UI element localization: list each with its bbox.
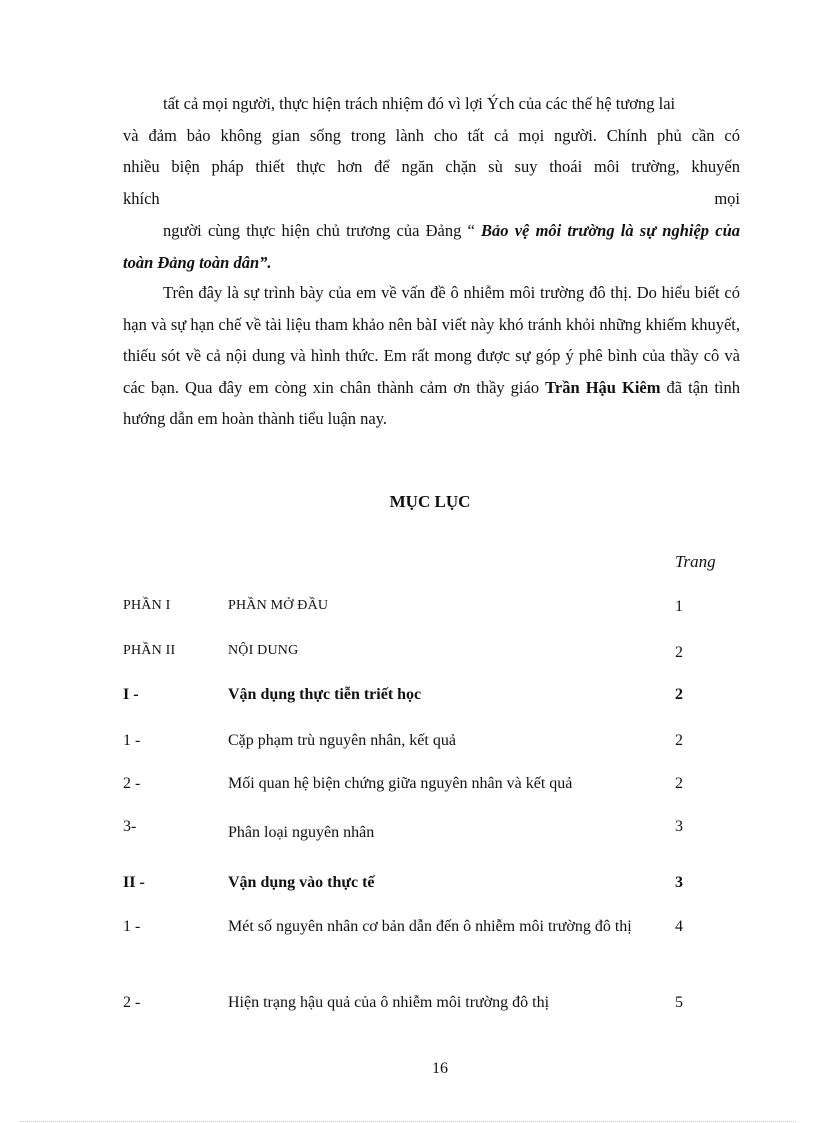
toc-row-title: PHẦN MỞ ĐẦU — [228, 598, 329, 613]
toc-row-page: 4 — [675, 918, 683, 935]
toc-row-page: 2 — [675, 775, 683, 792]
toc-row-number: 2 - — [123, 994, 141, 1011]
paragraph-3-text-1: Trên đây là sự trình bày của em về vấn đề ô nhiễm môi trường đô thị. Do hiểu biết có hạn và sự hạn chế về tài liệu tham khảo nên bàI viết này khó tránh khỏi những khiếm khuyết, thiếu sót về cả nội dung và hình thức. Em rất mong được sự góp ý phê bình của thầy cô và các bạn. Qua đây em còng xin chân thành cảm ơn thầy giáo — [123, 283, 740, 397]
toc-row-number: 1 - — [123, 918, 141, 935]
toc-row-page: 3 — [675, 874, 683, 891]
paragraph-1-line-4-right: mọi — [714, 189, 740, 208]
toc-row-title: NỘI DUNG — [228, 643, 299, 658]
toc-row-page: 5 — [675, 994, 683, 1011]
toc-row-title: Mối quan hệ biện chứng giữa nguyên nhân và kết quả — [228, 775, 573, 792]
page-number: 16 — [432, 1060, 448, 1077]
paragraph-3-text-2: đã tận tình hướng dẫn em hoàn thành tiểu luận nay. — [123, 377, 740, 428]
paragraph-1-line-4-left: khích — [123, 189, 160, 208]
toc-row-title: Cặp phạm trù nguyên nhân, kết quả — [228, 732, 456, 749]
paragraph-1-line-2: và đảm bảo không gian sống trong lành cho tất cả mọi người. Chính phủ cần có — [123, 126, 740, 145]
paragraph-2-quote: Bảo vệ môi trường là sự nghiệp của toàn Đảng toàn dân”. — [123, 221, 740, 272]
paragraph-2 — [123, 215, 740, 278]
toc-row-title: Hiện trạng hậu quả của ô nhiễm môi trường đô thị — [228, 994, 550, 1011]
toc-row-title: Mét số nguyên nhân cơ bản dẫn đến ô nhiễm môi trường đô thị — [228, 918, 632, 935]
paragraph-1-line-3: nhiều biện pháp thiết thực hơn để ngăn chặn sù suy thoái môi trường, khuyến — [123, 157, 740, 176]
toc-row-page: 3 — [675, 818, 683, 835]
toc-row-number: II - — [123, 874, 145, 891]
paragraph-1-line-1: tất cả mọi người, thực hiện trách nhiệm đó vì lợi Ých của các thế hệ tương lai — [163, 94, 676, 113]
toc-row-title: Phân loại nguyên nhân — [228, 824, 375, 841]
toc-row-title: Vận dụng thực tiễn triết học — [228, 686, 422, 703]
toc-row-number: PHẦN I — [123, 598, 171, 613]
toc-row-page: 1 — [675, 598, 684, 615]
toc-row-number: PHẦN II — [123, 643, 176, 658]
toc-row-number: 1 - — [123, 732, 141, 749]
paragraph-2-text: người cùng thực hiện chủ trương của Đảng “ — [163, 221, 475, 240]
toc-row-title: Vận dụng vào thực tế — [228, 874, 375, 891]
toc-row-number: 2 - — [123, 775, 141, 792]
paragraph-3-name: Trần Hậu Kiêm — [545, 377, 661, 397]
toc-row-page: 2 — [675, 686, 683, 703]
toc-row-number: I - — [123, 686, 139, 703]
toc-heading: MỤC LỤC — [389, 492, 471, 511]
toc-row-page: 2 — [675, 644, 684, 661]
paragraph-3 — [123, 277, 740, 435]
toc-page-label: Trang — [675, 552, 716, 571]
toc-row-number: 3- — [123, 818, 137, 835]
toc-row-page: 2 — [675, 732, 683, 749]
